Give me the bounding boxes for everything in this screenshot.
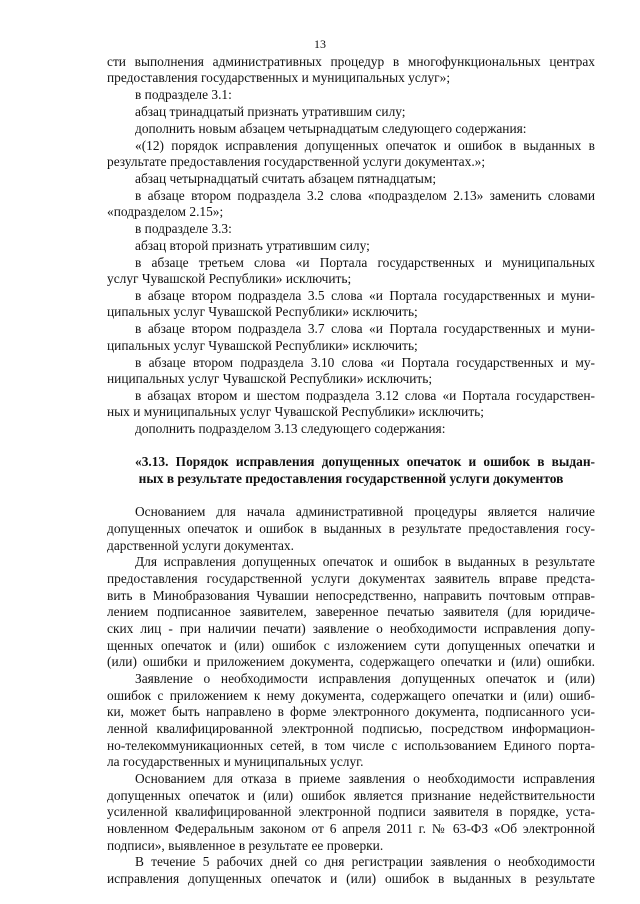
text-line: Основанием для отказа в приеме заявления о необходимости исправления	[135, 771, 595, 786]
text-line: в подразделе 3.3:	[135, 221, 232, 236]
text-line: Заявление о необходимости исправления допущенных опечаток и (или)	[135, 671, 595, 686]
text-line: ципальных услуг Чувашской Республики» исключить;	[107, 338, 418, 353]
section-heading-line: ных в результате предоставления государственной услуги документов	[138, 471, 564, 486]
text-line: сти выполнения административных процедур в многофункциональных центрах	[107, 54, 595, 69]
text-line: абзац тринадцатый признать утратившим силу;	[135, 104, 406, 119]
text-line: подписи», выявленное в результате ее проверки.	[107, 838, 384, 853]
text-line: дарственной услуги документах.	[107, 538, 294, 553]
text-line: предоставления государственной услуги документах заявитель вправе предста-	[107, 571, 595, 586]
text-line: в абзаце третьем слова «и Портала государственных и муниципальных	[135, 255, 595, 270]
text-line: в абзацах втором и шестом подраздела 3.12 слова «и Портала государствен-	[135, 388, 595, 403]
text-line: абзац четырнадцатый считать абзацем пятнадцатым;	[135, 171, 437, 186]
text-line: ошибок с приложением к нему документа, содержащего опечатки и (или) ошиб-	[107, 688, 595, 703]
text-line: ки, может быть направлено в форме электронного документа, подписанного уси-	[107, 704, 595, 719]
text-line: Для исправления допущенных опечаток и ошибок в выданных в результате	[135, 554, 595, 569]
text-line: дополнить подразделом 3.13 следующего содержания:	[135, 421, 446, 436]
text-line: в абзаце втором подраздела 3.10 слова «и Портала государственных и му-	[135, 355, 595, 370]
text-line: ниципальных услуг Чувашской Республики» исключить;	[107, 371, 433, 386]
text-line: ских лиц - при наличии печати) заявление о необходимости исправления допу-	[107, 621, 595, 636]
text-line: ла государственных и муниципальных услуг.	[107, 754, 364, 769]
text-line: предоставления государственных и муниципальных услуг»;	[107, 70, 451, 85]
text-line: ных и муниципальных услуг Чувашской Республики» исключить;	[107, 404, 484, 419]
text-line: услуг Чувашской Республики» исключить;	[107, 271, 352, 286]
text-line: исправления допущенных опечаток и (или) ошибок в выданных в результате	[107, 871, 595, 886]
text-line: ленной квалифицированной электронной подписью, посредством информацион-	[107, 721, 595, 736]
text-line: щенных опечаток и (или) ошибок с изложением сути допущенных опечатки и	[107, 638, 595, 653]
text-line: ципальных услуг Чувашской Республики» исключить;	[107, 304, 418, 319]
text-line: в абзаце втором подраздела 3.5 слова «и Портала государственных и муни-	[135, 288, 595, 303]
text-line: допущенных опечаток и ошибок в выданных в результате предоставления госу-	[107, 521, 595, 536]
text-line: в подразделе 3.1:	[135, 87, 232, 102]
text-line: (или) ошибки и приложением документа, содержащего опечатки и (или) ошибки.	[107, 654, 595, 669]
text-line: новленном Федеральным законом от 6 апреля 2011 г. № 63-ФЗ «Об электронной	[107, 821, 595, 836]
text-line: в абзаце втором подраздела 3.7 слова «и Портала государственных и муни-	[135, 321, 595, 336]
text-line: результате предоставления государственной услуги документах.»;	[107, 154, 486, 169]
text-line: в абзаце втором подраздела 3.2 слова «подразделом 2.13» заменить словами	[135, 188, 595, 203]
text-line: усиленной квалифицированной электронной подписи заявителя в порядке, уста-	[107, 804, 595, 819]
text-line: абзац второй признать утратившим силу;	[135, 238, 370, 253]
section-heading-line: «3.13. Порядок исправления допущенных опечаток и ошибок в выдан-	[135, 454, 595, 469]
page-number: 13	[314, 37, 326, 51]
text-line: вить в Минобразования Чувашии непосредственно, направить почтовым отправ-	[107, 588, 595, 603]
text-line: Основанием для начала административной процедуры является наличие	[135, 504, 595, 519]
text-line: но-телекоммуникационных сетей, в том числе с использованием Единого порта-	[107, 738, 595, 753]
text-line: допущенных опечаток и (или) ошибок является признание недействительности	[107, 788, 595, 803]
text-line: «подразделом 2.15»;	[107, 204, 224, 219]
text-line: В течение 5 рабочих дней со дня регистрации заявления о необходимости	[135, 854, 595, 869]
text-line: лением подписанное заявителем, заверенное печатью заявителя (для юридиче-	[107, 604, 595, 619]
text-line: дополнить новым абзацем четырнадцатым следующего содержания:	[135, 121, 527, 136]
text-line: «(12) порядок исправления допущенных опечаток и ошибок в выданных в	[135, 138, 595, 153]
